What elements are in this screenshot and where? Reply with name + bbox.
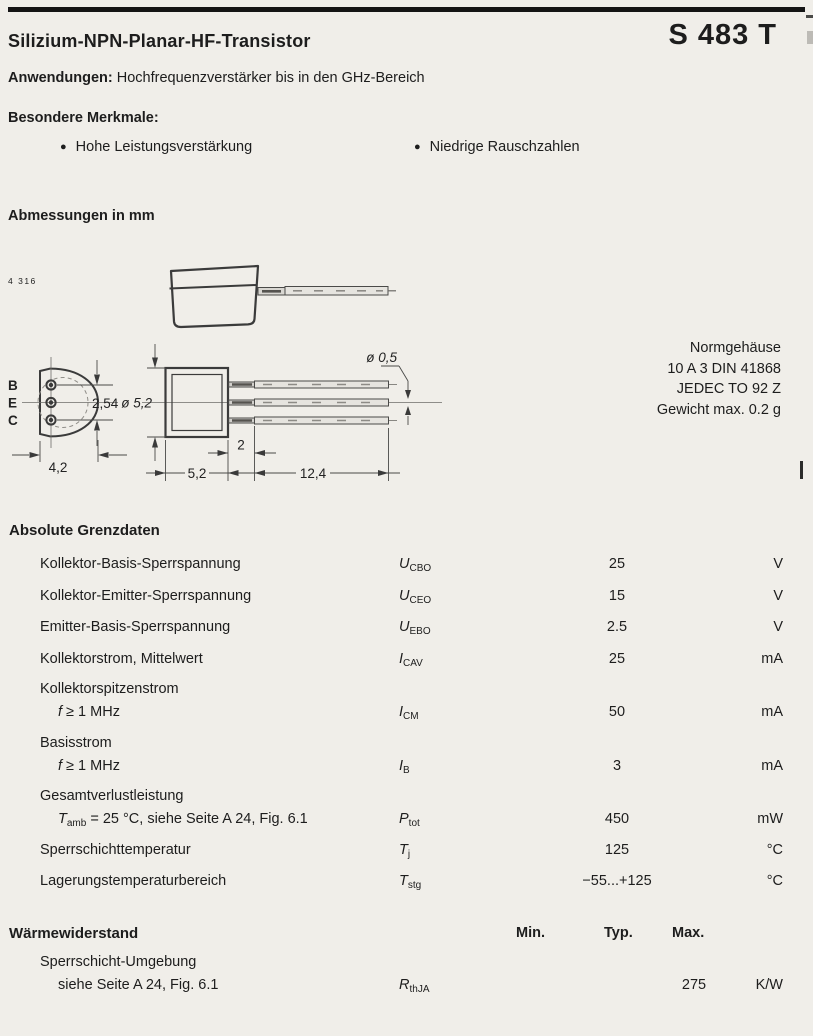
page-edge-mark: [806, 15, 813, 18]
dim-lead-dia: ø 0,5: [366, 350, 397, 365]
bullet-icon: ●: [60, 140, 67, 153]
figure-number: 4 316: [8, 276, 37, 286]
perspective-view: [170, 266, 259, 327]
limit-value: 25: [608, 651, 626, 667]
limit-unit: mA: [761, 704, 783, 720]
limit-label: Gesamtverlustleistung: [40, 788, 184, 804]
dim-lead-length: 12,4: [299, 466, 327, 481]
limit-symbol: $I_{CM}$: [399, 704, 419, 722]
applications-text: Hochfrequenzverstärker bis in den GHz-Bereich: [112, 70, 425, 86]
limits-heading: Absolute Grenzdaten: [9, 522, 160, 539]
limit-value: 50: [608, 704, 626, 720]
feature-text: Hohe Leistungsverstärkung: [75, 139, 253, 155]
top-rule: [8, 7, 805, 12]
limit-label: Kollektorstrom, Mittelwert: [40, 651, 203, 667]
limit-value: 450: [604, 811, 630, 827]
limit-unit: V: [773, 588, 783, 604]
limit-unit: °C: [766, 873, 783, 889]
limit-label: Basisstrom: [40, 735, 112, 751]
pin-label-e: E: [8, 395, 18, 411]
pin-label-c: C: [8, 413, 18, 428]
limit-symbol: $U_{CEO}$: [399, 588, 432, 606]
applications-label: Anwendungen:: [8, 70, 113, 86]
limit-label: Sperrschichttemperatur: [40, 842, 191, 858]
limit-value: 3: [612, 758, 622, 774]
limit-condition: $T_{amb} = 25$ °C, siehe Seite A 24, Fig. 6.1: [58, 811, 308, 829]
col-header-min: Min.: [516, 925, 545, 941]
feature-text: Niedrige Rauschzahlen: [429, 139, 580, 155]
thermal-symbol: $R_{thJA}$: [399, 977, 430, 995]
pin-label-b: B: [8, 378, 18, 393]
limit-unit: mA: [761, 758, 783, 774]
limit-unit: °C: [766, 842, 783, 858]
thermal-label-line2: siehe Seite A 24, Fig. 6.1: [58, 977, 219, 993]
side-view: [121, 344, 442, 481]
leads: [229, 381, 397, 424]
col-header-typ: Typ.: [604, 925, 633, 941]
limit-symbol: $I_{CAV}$: [399, 651, 423, 669]
feature-item: [414, 139, 580, 155]
limit-unit: mW: [757, 811, 783, 827]
dimensions-heading: Abmessungen in mm: [8, 208, 155, 224]
limit-unit: V: [773, 619, 783, 635]
limit-label: Emitter-Basis-Sperrspannung: [40, 619, 231, 635]
page-title: Silizium-NPN-Planar-HF-Transistor: [8, 31, 311, 51]
bottom-view: [8, 357, 127, 475]
limit-value: 2.5: [606, 619, 628, 635]
limit-symbol: $P_{tot}$: [399, 811, 420, 829]
case-info-line: 10 A 3 DIN 41868: [667, 360, 781, 377]
limit-label: Kollektorspitzenstrom: [40, 681, 179, 697]
dim-pin-spacing: 2,54: [92, 396, 119, 411]
case-info-line: Gewicht max. 0.2 g: [656, 401, 781, 418]
limit-unit: mA: [761, 651, 783, 667]
case-info-line: JEDEC TO 92 Z: [676, 381, 781, 397]
limit-condition: f ≥ 1 MHz: [58, 758, 120, 774]
thermal-unit: K/W: [755, 977, 783, 993]
limit-condition: f ≥ 1 MHz: [58, 704, 120, 720]
limit-value: 125: [604, 842, 630, 858]
limit-label: Kollektor-Basis-Sperrspannung: [40, 556, 241, 572]
page-edge-mark: [807, 31, 813, 44]
applications-line: [8, 70, 425, 86]
thermal-label: Sperrschicht-Umgebung: [40, 954, 197, 970]
feature-item: [60, 139, 252, 155]
perspective-lead: [258, 287, 396, 296]
dim-body-width: 5,2: [187, 466, 207, 481]
col-header-max: Max.: [672, 925, 705, 941]
limit-symbol: $T_{stg}$: [399, 873, 422, 891]
limit-value: 15: [608, 588, 626, 604]
limit-value: 25: [608, 556, 626, 572]
case-info: [657, 338, 781, 420]
limit-value: −55...+125: [582, 873, 652, 889]
limit-symbol: $U_{CBO}$: [399, 556, 432, 574]
features-heading: Besondere Merkmale:: [8, 110, 159, 126]
limit-symbol: $T_j$: [399, 842, 411, 860]
case-info-line: Normgehäuse: [689, 340, 781, 356]
dim-body-dia: ø 5,2: [121, 395, 152, 411]
part-number: S 483 T: [668, 19, 777, 51]
dim-lead-offset: 2: [237, 437, 245, 453]
limit-unit: V: [773, 556, 783, 572]
limit-symbol: $I_B$: [399, 758, 410, 776]
limit-symbol: $U_{EBO}$: [399, 619, 431, 637]
thermal-heading: Wärmewiderstand: [9, 925, 139, 942]
dim-bottom-width: 4,2: [48, 460, 68, 475]
limit-label: Kollektor-Emitter-Sperrspannung: [40, 588, 252, 604]
bullet-icon: ●: [414, 140, 421, 153]
limit-label: Lagerungstemperaturbereich: [40, 873, 227, 889]
thermal-max-value: 275: [681, 977, 707, 993]
